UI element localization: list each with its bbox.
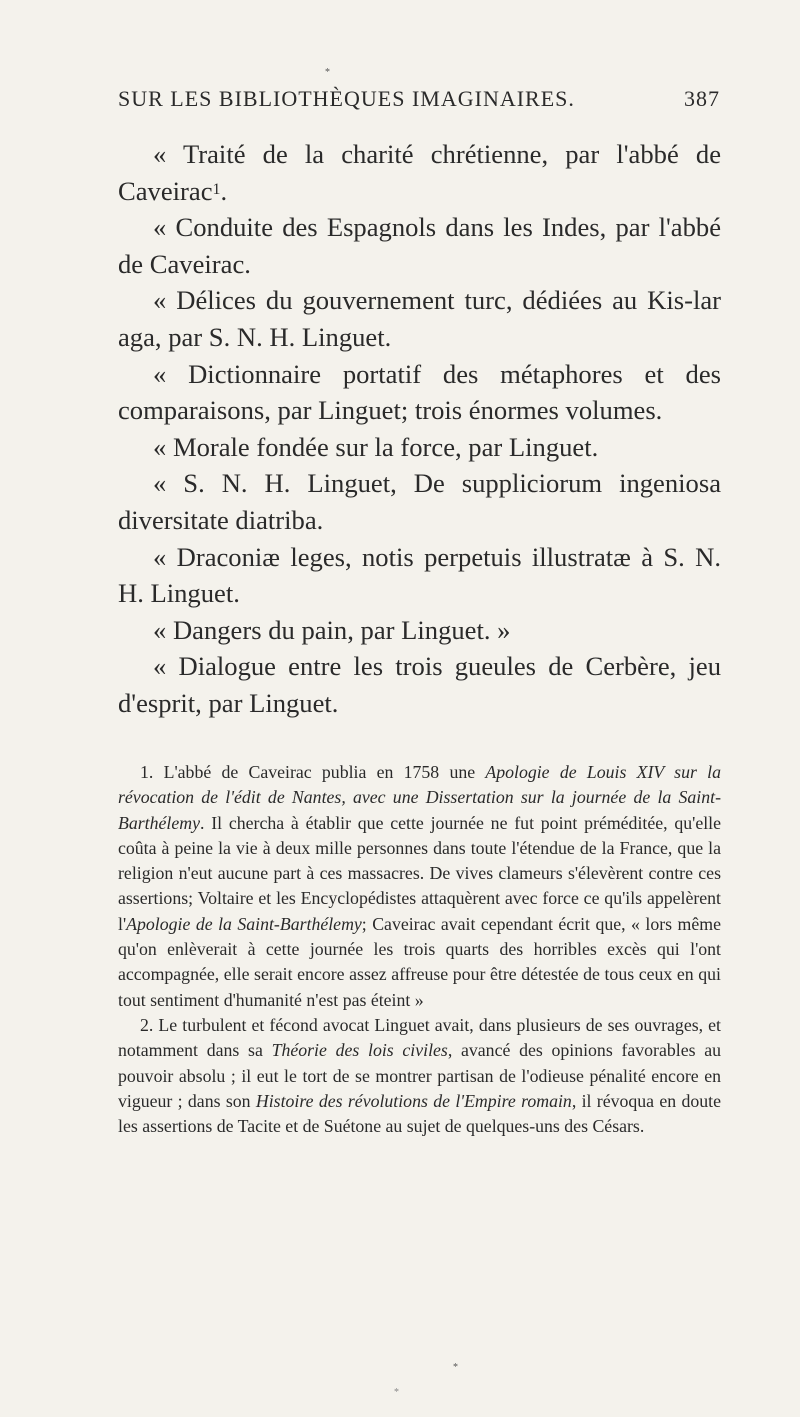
list-item: « Dialogue entre les trois gueules de Cerbère, jeu d'esprit, par Linguet. bbox=[118, 651, 721, 718]
list-item: « Conduite des Espagnols dans les Indes, par l'abbé de Caveirac. bbox=[118, 212, 721, 279]
print-speck: * bbox=[325, 67, 330, 78]
footnote-1: 1. L'abbé de Caveirac publia en 1758 une Apologie de Louis XIV sur la révocation de l'édit de Nantes, avec une Dissertation sur la journée de la Saint-Barthélemy. Il chercha à établir que cette journée ne fut point préméditée, qu'elle coûta à peine la vie à deux mille personnes dans toute l'étendue de la France, que la religion n'eut aucune part à ces massacres. De vives clameurs s'élevèrent contre ces assertions; Voltaire et les Encyclopédistes attaquèrent avec force ce qu'ils appelèrent l'Apologie de la Saint-Barthélemy; Caveirac avait cependant écrit que, « lors même qu'on enlèverait à cette journée les trois quarts des horribles excès qui l'ont accompagnée, elle serait encore assez affreuse pour être détestée de tous ceux en qui tout sentiment d'humanité n'est pas éteint » bbox=[118, 762, 721, 1010]
page-number: 387 bbox=[684, 86, 720, 111]
list-item: « Dictionnaire portatif des métaphores et des comparaisons, par Linguet; trois énormes volumes. bbox=[118, 358, 721, 426]
list-item: « Draconiæ leges, notis perpetuis illustratæ à S. N. H. Linguet. bbox=[118, 541, 721, 609]
print-speck: * bbox=[453, 1362, 458, 1373]
list-item: « Dangers du pain, par Linguet. » bbox=[153, 614, 511, 645]
running-title: SUR LES BIBLIOTHÈQUES IMAGINAIRES. bbox=[118, 86, 575, 111]
footnote-ref: 1 bbox=[212, 181, 221, 199]
print-speck: * bbox=[394, 1387, 399, 1398]
running-header bbox=[118, 86, 720, 116]
list-item: « Morale fondée sur la force, par Linguet. bbox=[153, 431, 599, 462]
main-text bbox=[118, 136, 721, 722]
footnote-2: 2. Le turbulent et fécond avocat Linguet avait, dans plusieurs de ses ouvrages, et notamment dans sa Théorie des lois civiles, avancé des opinions favorables au pouvoir absolu ; il eut le tort de se montrer partisan de l'odieuse pénalité encore en vigueur ; dans son Histoire des révolutions de l'Empire romain, il révoqua en doute les assertions de Tacite et de Suétone au sujet de quelques-uns des Césars. bbox=[118, 1014, 722, 1137]
list-item: « Traité de la charité chrétienne, par l'abbé de Caveirac$^1$. bbox=[118, 139, 721, 206]
list-item: « S. N. H. Linguet, De suppliciorum ingeniosa diversitate diatriba. bbox=[118, 468, 721, 535]
list-item: « Délices du gouvernement turc, dédiées au Kis-lar aga, par S. N. H. Linguet. bbox=[118, 285, 721, 352]
footnotes bbox=[118, 760, 721, 1139]
